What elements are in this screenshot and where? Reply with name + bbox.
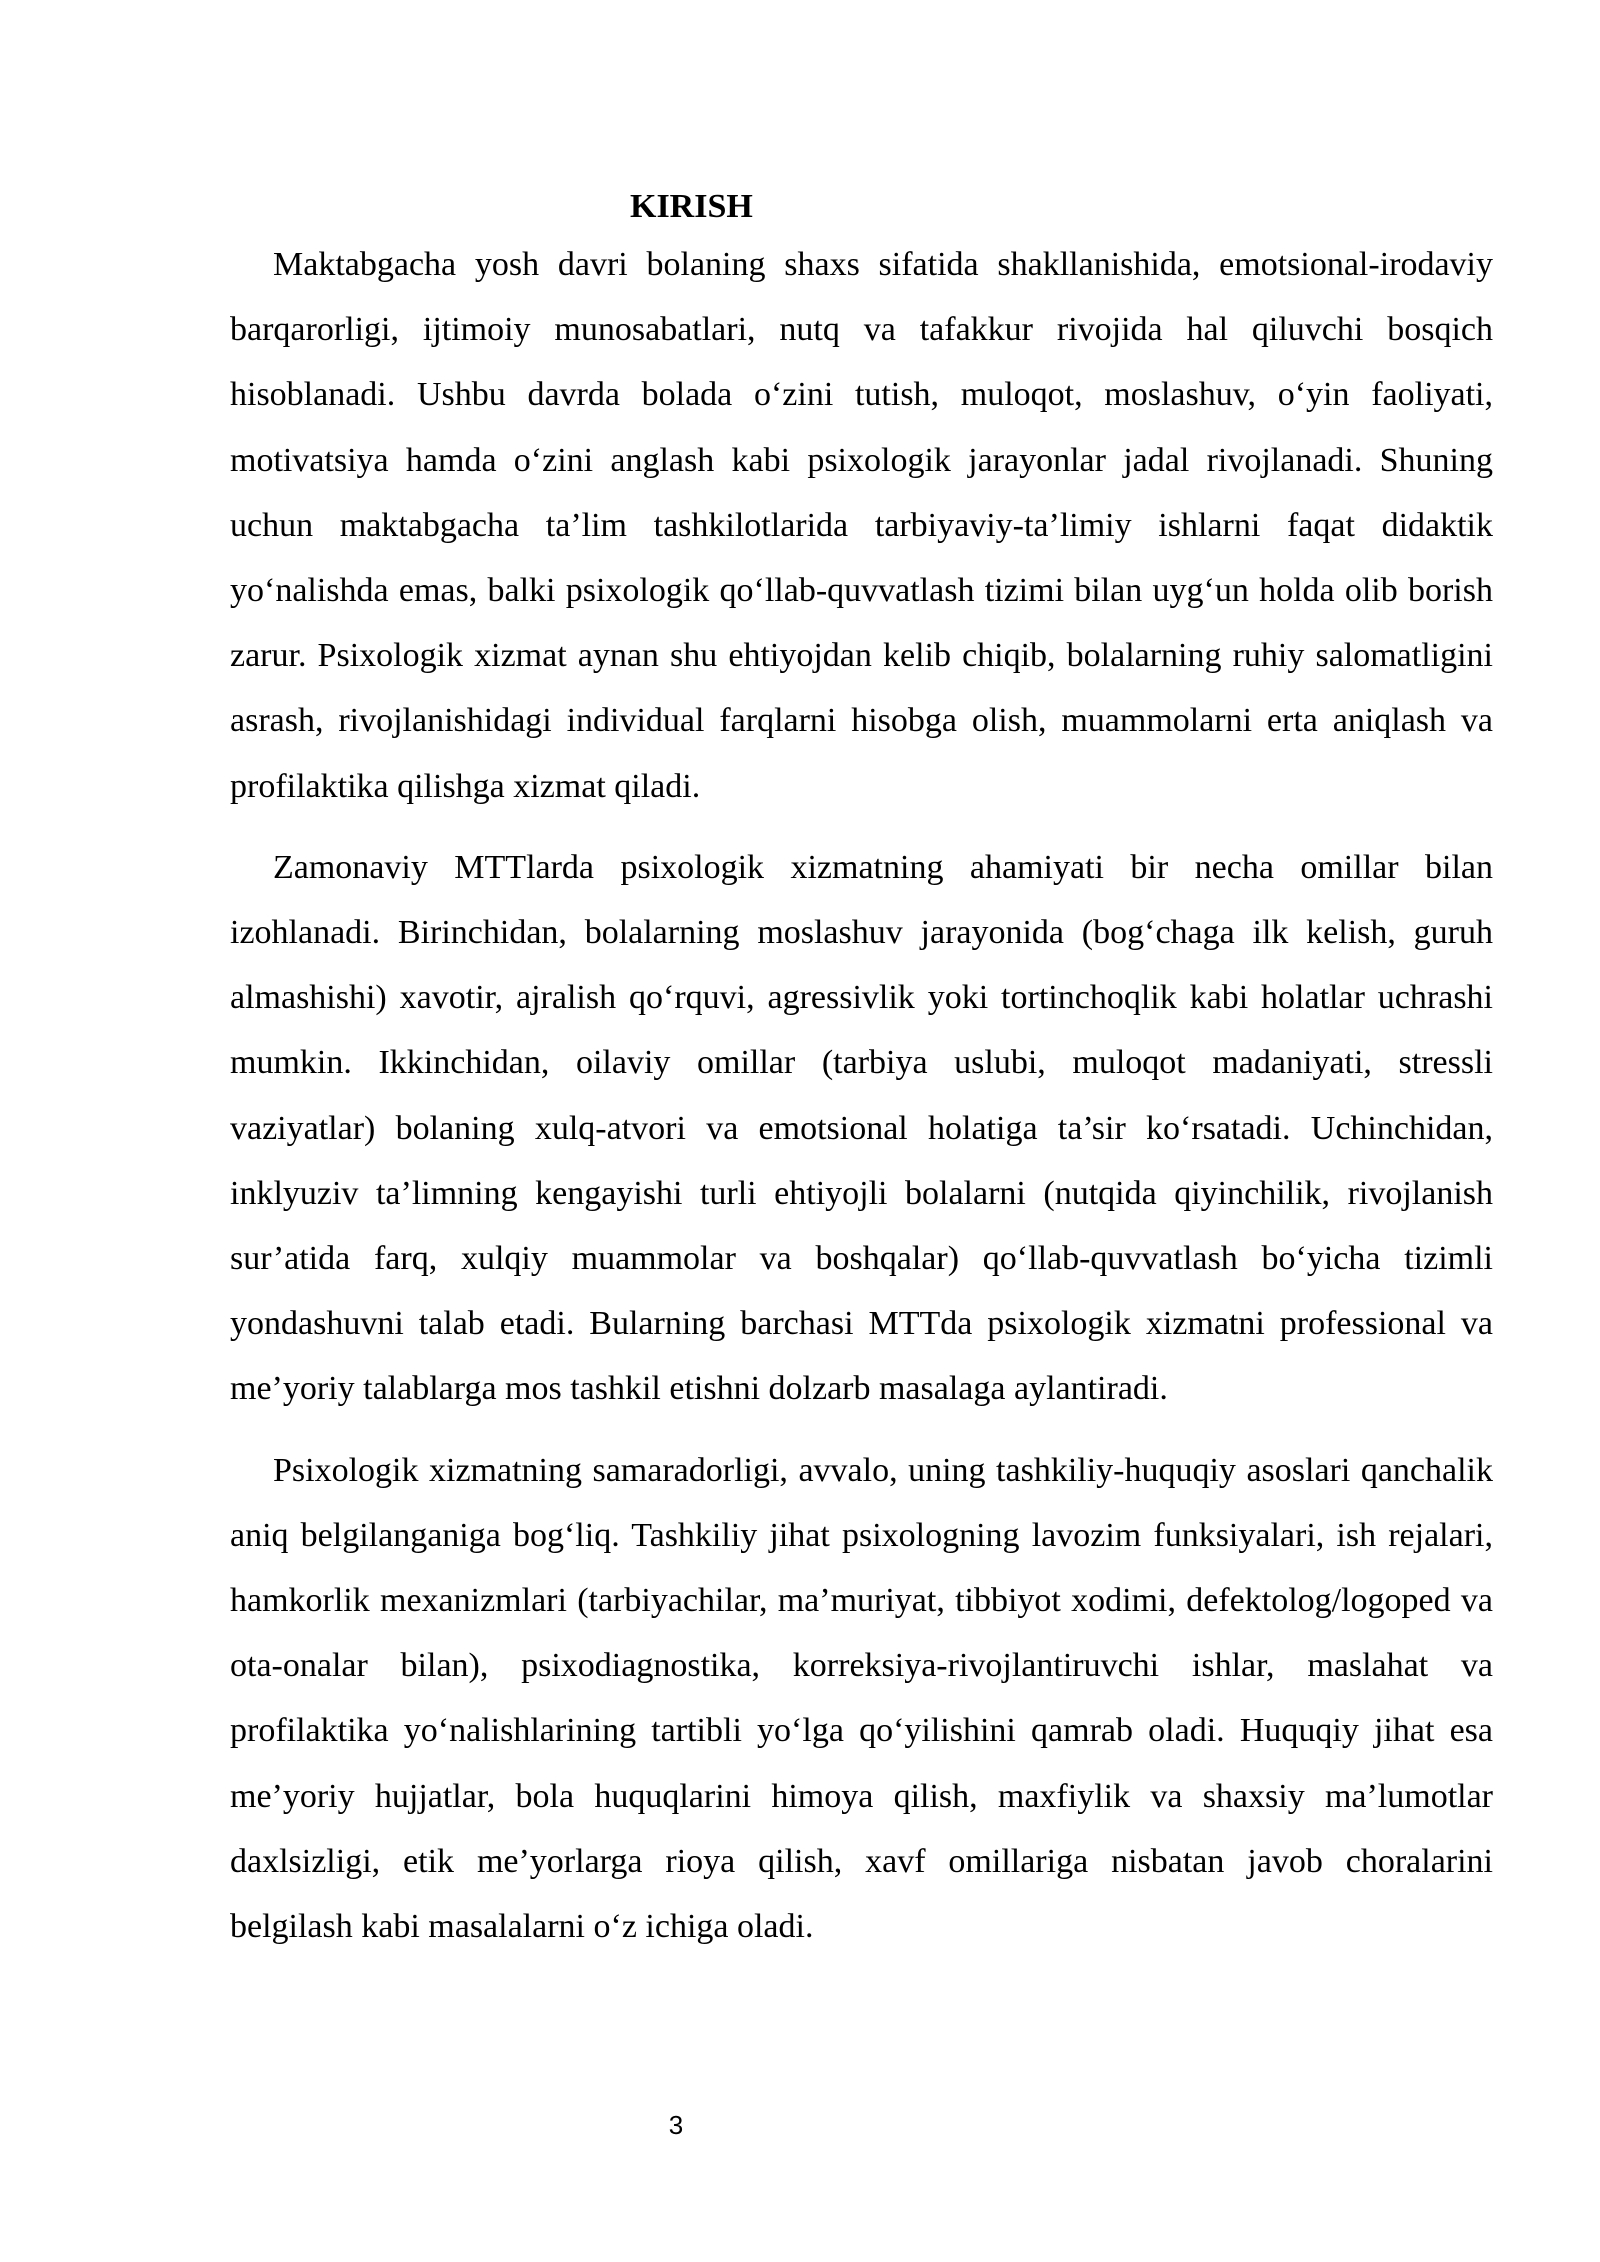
paragraph-3: Psixologik xizmatning samaradorligi, avvalo, uning tashkiliy-huquqiy asoslari qanchalik aniq belgilanganiga bog‘liq. Tashkiliy jihat psixologning lavozim funksiyalari, ish rejalari, hamkorlik mexanizmlari (tarbiyachilar, ma’muriyat, tibbiyot xodimi, defektolog/logoped va ota-onalar bilan), psixodiagnostika, korreksiya-rivojlantiruvchi ishlar, maslahat va profilaktika yo‘nalishlarining tartibli yo‘lga qo‘yilishini qamrab oladi. Huquqiy jihat esa me’yoriy hujjatlar, bola huquqlarini himoya qilish, maxfiylik va shaxsiy ma’lumotlar daxlsizligi, etik me’yorlarga rioya qilish, xavf omillariga nisbatan javob choralarini belgilash kabi masalalarni o‘z ichiga oladi. (230, 1451, 1493, 1946)
paragraph-2: Zamonaviy MTTlarda psixologik xizmatning ahamiyati bir necha omillar bilan izohlanadi. Birinchidan, bolalarning moslashuv jarayonida (bog‘chaga ilk kelish, guruh almashishi) xavotir, ajralish qo‘rquvi, agressivlik yoki tortinchoqlik kabi holatlar uchrashi mumkin. Ikkinchidan, oilaviy omillar (tarbiya uslubi, muloqot madaniyati, stressli vaziyatlar) bolaning xulq-atvori va emotsional holatiga ta’sir ko‘rsatadi. Uchinchidan, inklyuziv ta’limning kengayishi turli ehtiyojli bolalarni (nutqida qiyinchilik, rivojlanish sur’atida farq, xulqiy muammolar va boshqalar) qo‘llab-quvvatlash bo‘yicha tizimli yondashuvni talab etadi. Bularning barchasi MTTda psixologik xizmatni professional va me’yoriy talablarga mos tashkil etishni dolzarb masalaga aylantiradi. (230, 848, 1493, 1408)
page-number: 3 (668, 2110, 684, 2140)
page-body (230, 186, 1493, 1959)
section-heading: KIRISH (630, 188, 753, 225)
paragraph-1: Maktabgacha yosh davri bolaning shaxs sifatida shakllanishida, emotsional-irodaviy barqarorligi, ijtimoiy munosabatlari, nutq va tafakkur rivojida hal qiluvchi bosqich hisoblanadi. Ushbu davrda bolada o‘zini tutish, muloqot, moslashuv, o‘yin faoliyati, motivatsiya hamda o‘zini anglash kabi psixologik jarayonlar jadal rivojlanadi. Shuning uchun maktabgacha ta’lim tashkilotlarida tarbiyaviy-ta’limiy ishlarni faqat didaktik yo‘nalishda emas, balki psixologik qo‘llab-quvvatlash tizimi bilan uyg‘un holda olib borish zarur. Psixologik xizmat aynan shu ehtiyojdan kelib chiqib, bolalarning ruhiy salomatligini asrash, rivojlanishidagi individual farqlarni hisobga olish, muammolarni erta aniqlash va profilaktika qilishga xizmat qiladi. (230, 246, 1493, 805)
